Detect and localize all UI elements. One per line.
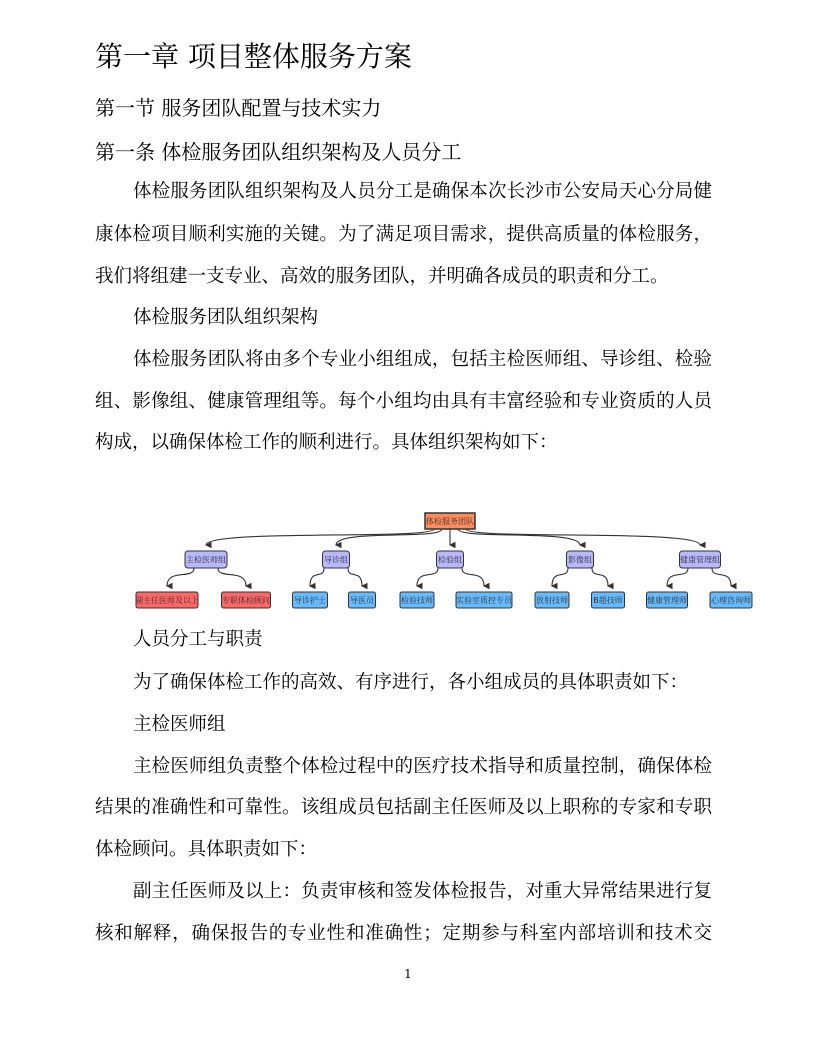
org-connector: [218, 568, 246, 586]
section-title: 第一节 服务团队配置与技术实力: [95, 96, 382, 120]
org-connector: [348, 568, 362, 586]
paragraph-line: 组、影像组、健康管理组等。每个小组均由具有丰富经验和专业资质的人员: [95, 391, 712, 412]
org-connector: [552, 568, 568, 586]
paragraph-line: 结果的准确性和可靠性。该组成员包括副主任医师及以上职称的专家和专职: [95, 797, 712, 818]
paragraph-line: 我们将组建一支专业、高效的服务团队，并明确各成员的职责和分工。: [95, 266, 669, 287]
org-group-label: 主检医师组: [186, 555, 226, 565]
org-connector: [466, 529, 700, 545]
org-member-label: 专职体检顾问: [222, 596, 270, 605]
article-title: 第一条 体检服务团队组织架构及人员分工: [95, 140, 462, 164]
paragraph-line: 体检服务团队组织架构及人员分工是确保本次长沙市公安局天心分局健: [133, 181, 712, 202]
org-group-label: 健康管理组: [680, 555, 720, 565]
subheading: 体检服务团队组织架构: [133, 307, 319, 328]
org-connector: [712, 568, 731, 586]
org-member-label: B超技师: [593, 596, 623, 605]
org-connector: [462, 568, 484, 586]
org-group-label: 导诊组: [324, 555, 348, 565]
org-member-label: 导医员: [350, 596, 374, 605]
org-connector: [206, 529, 434, 545]
paragraph-line: 康体检项目顺利实施的关键。为了满足项目需求，提供高质量的体检服务，: [95, 224, 712, 245]
paragraph-line: 核和解释，确保报告的专业性和准确性；定期参与科室内部培训和技术交: [95, 923, 712, 944]
org-connector: [417, 568, 438, 586]
paragraph-line: 体检顾问。具体职责如下：: [95, 839, 318, 860]
org-member-label: 检验技师: [401, 596, 433, 605]
org-member-label: 心理咨询师: [711, 596, 751, 605]
org-member-label: 导诊护士: [294, 596, 326, 605]
org-connector: [310, 568, 324, 586]
org-connector: [167, 568, 194, 586]
org-connector: [592, 568, 608, 586]
paragraph-line: 副主任医师及以上：负责审核和签发体检报告，对重大异常结果进行复: [133, 881, 712, 902]
chapter-title: 第一章 项目整体服务方案: [95, 40, 412, 73]
org-connector: [458, 529, 580, 545]
org-root-label: 体检服务团队: [426, 517, 474, 526]
paragraph-line: 构成，以确保体检工作的顺利进行。具体组织架构如下：: [95, 432, 558, 453]
org-connector: [667, 568, 688, 586]
org-connector: [336, 529, 442, 545]
paragraph-line: 主检医师组负责整个体检过程中的医疗技术指导和质量控制，确保体检: [133, 756, 712, 777]
org-group-label: 检验组: [438, 555, 462, 565]
subheading: 人员分工与职责: [133, 629, 263, 650]
org-group-label: 影像组: [568, 555, 592, 565]
paragraph-line: 为了确保体检工作的高效、有序进行，各小组成员的具体职责如下：: [133, 672, 689, 693]
org-member-label: 健康管理师: [647, 596, 687, 605]
org-member-label: 实验室质控专员: [456, 596, 512, 605]
org-chart: [0, 500, 816, 620]
org-member-label: 放射技师: [536, 596, 568, 605]
subheading: 主检医师组: [133, 714, 226, 735]
org-member-label: 副主任医师及以上: [135, 596, 199, 605]
paragraph-line: 体检服务团队将由多个专业小组组成，包括主检医师组、导诊组、检验: [133, 349, 712, 370]
page-number: 1: [404, 967, 412, 981]
